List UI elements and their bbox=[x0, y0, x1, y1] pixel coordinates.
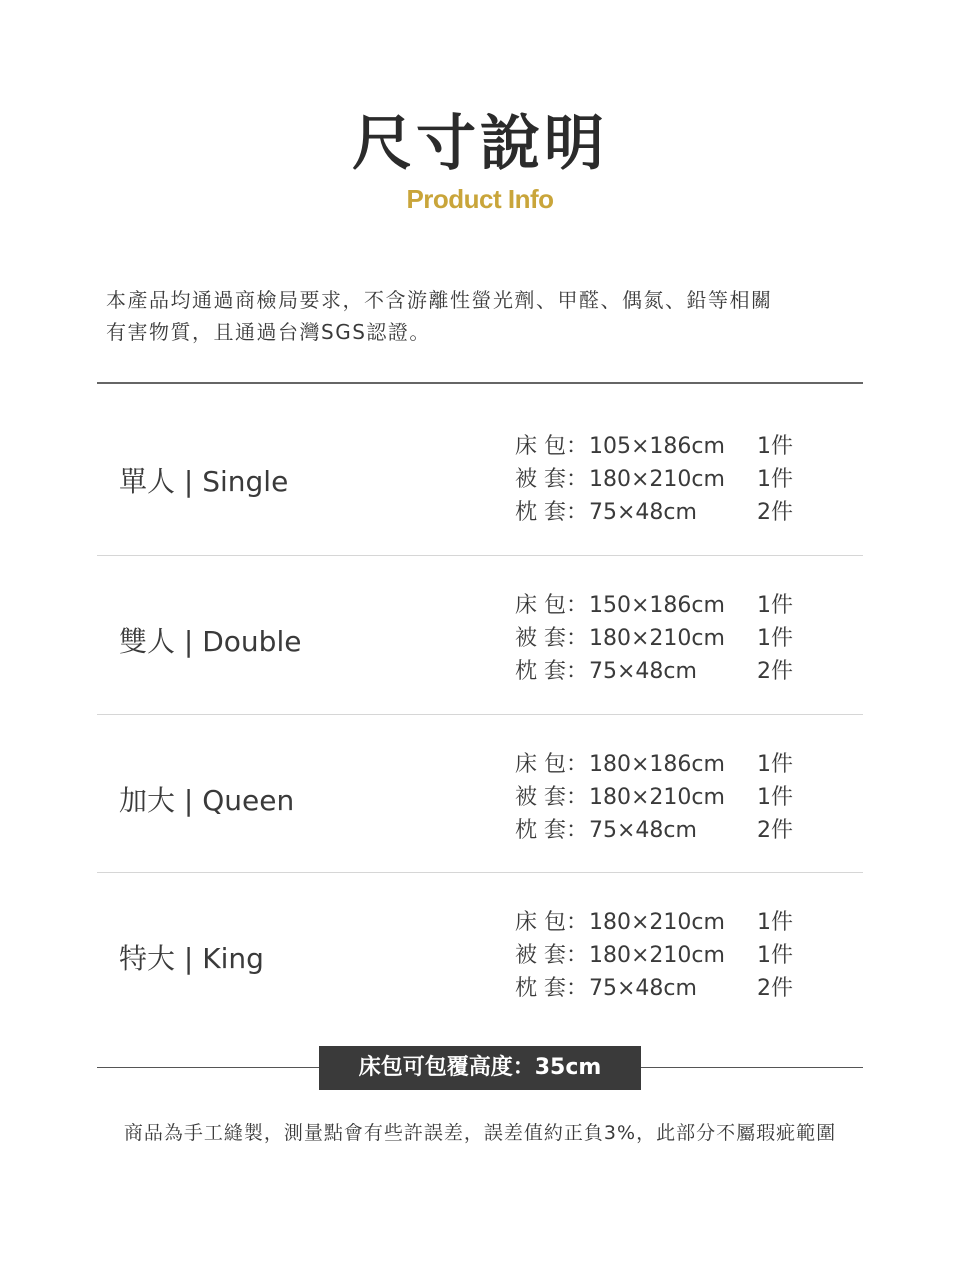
spec-label: 床 包： bbox=[515, 593, 588, 618]
coverage-height-badge: 床包可包覆高度：35cm bbox=[319, 1046, 641, 1090]
spec-row-fitted-sheet bbox=[515, 430, 793, 463]
size-section-double bbox=[97, 556, 863, 715]
spec-list bbox=[515, 430, 793, 529]
spec-label: 床 包： bbox=[515, 434, 588, 459]
page-title: 尺寸說明 bbox=[352, 109, 608, 179]
spec-row-pillowcase bbox=[515, 814, 793, 847]
spec-label: 被 套： bbox=[515, 785, 588, 810]
spec-value: 180×210cm bbox=[589, 943, 725, 968]
spec-list bbox=[515, 589, 793, 688]
spec-label: 床 包： bbox=[515, 752, 588, 777]
spec-row-duvet-cover bbox=[515, 463, 793, 496]
spec-qty: 2件 bbox=[757, 500, 793, 525]
spec-value: 180×210cm bbox=[589, 785, 725, 810]
spec-qty: 1件 bbox=[757, 785, 793, 810]
spec-qty: 1件 bbox=[757, 593, 793, 618]
size-section-king bbox=[97, 873, 863, 1023]
spec-qty: 1件 bbox=[757, 626, 793, 651]
size-name: 加大 | Queen bbox=[119, 784, 295, 817]
spec-label: 被 套： bbox=[515, 626, 588, 651]
spec-label: 枕 套： bbox=[515, 500, 588, 525]
spec-qty: 2件 bbox=[757, 976, 793, 1001]
spec-qty: 1件 bbox=[757, 434, 793, 459]
intro-line-1: 本產品均通過商檢局要求，不含游離性螢光劑、甲醛、偶氮、鉛等相關 bbox=[106, 288, 773, 312]
spec-value: 75×48cm bbox=[589, 976, 697, 1001]
spec-row-duvet-cover bbox=[515, 622, 793, 655]
spec-value: 180×210cm bbox=[589, 467, 725, 492]
spec-value: 75×48cm bbox=[589, 818, 697, 843]
spec-list bbox=[515, 906, 793, 1005]
intro-line-2: 有害物質，且通過台灣SGS認證。 bbox=[106, 320, 431, 344]
spec-row-pillowcase bbox=[515, 496, 793, 529]
spec-row-pillowcase bbox=[515, 972, 793, 1005]
spec-value: 75×48cm bbox=[589, 659, 697, 684]
spec-label: 床 包： bbox=[515, 910, 588, 935]
spec-label: 枕 套： bbox=[515, 818, 588, 843]
spec-label: 枕 套： bbox=[515, 659, 588, 684]
spec-row-fitted-sheet bbox=[515, 906, 793, 939]
spec-label: 被 套： bbox=[515, 467, 588, 492]
spec-list bbox=[515, 748, 793, 847]
spec-qty: 1件 bbox=[757, 467, 793, 492]
spec-label: 枕 套： bbox=[515, 976, 588, 1001]
spec-row-duvet-cover bbox=[515, 939, 793, 972]
footer-note: 商品為手工縫製，測量點會有些許誤差，誤差值約正負3%，此部分不屬瑕疵範圍 bbox=[123, 1122, 837, 1144]
size-name: 特大 | King bbox=[119, 942, 264, 975]
spec-label: 被 套： bbox=[515, 943, 588, 968]
size-section-single bbox=[97, 384, 863, 556]
spec-qty: 2件 bbox=[757, 659, 793, 684]
size-section-queen bbox=[97, 715, 863, 873]
page-subtitle: Product Info bbox=[406, 184, 554, 214]
spec-row-fitted-sheet bbox=[515, 589, 793, 622]
size-name: 單人 | Single bbox=[119, 465, 289, 498]
spec-row-fitted-sheet bbox=[515, 748, 793, 781]
spec-value: 105×186cm bbox=[589, 434, 725, 459]
spec-value: 180×210cm bbox=[589, 626, 725, 651]
spec-value: 75×48cm bbox=[589, 500, 697, 525]
size-name: 雙人 | Double bbox=[119, 625, 302, 658]
spec-qty: 1件 bbox=[757, 943, 793, 968]
spec-value: 180×186cm bbox=[589, 752, 725, 777]
spec-qty: 1件 bbox=[757, 752, 793, 777]
spec-qty: 1件 bbox=[757, 910, 793, 935]
intro-text bbox=[106, 284, 866, 348]
spec-row-pillowcase bbox=[515, 655, 793, 688]
spec-value: 150×186cm bbox=[589, 593, 725, 618]
spec-row-duvet-cover bbox=[515, 781, 793, 814]
spec-qty: 2件 bbox=[757, 818, 793, 843]
spec-value: 180×210cm bbox=[589, 910, 725, 935]
